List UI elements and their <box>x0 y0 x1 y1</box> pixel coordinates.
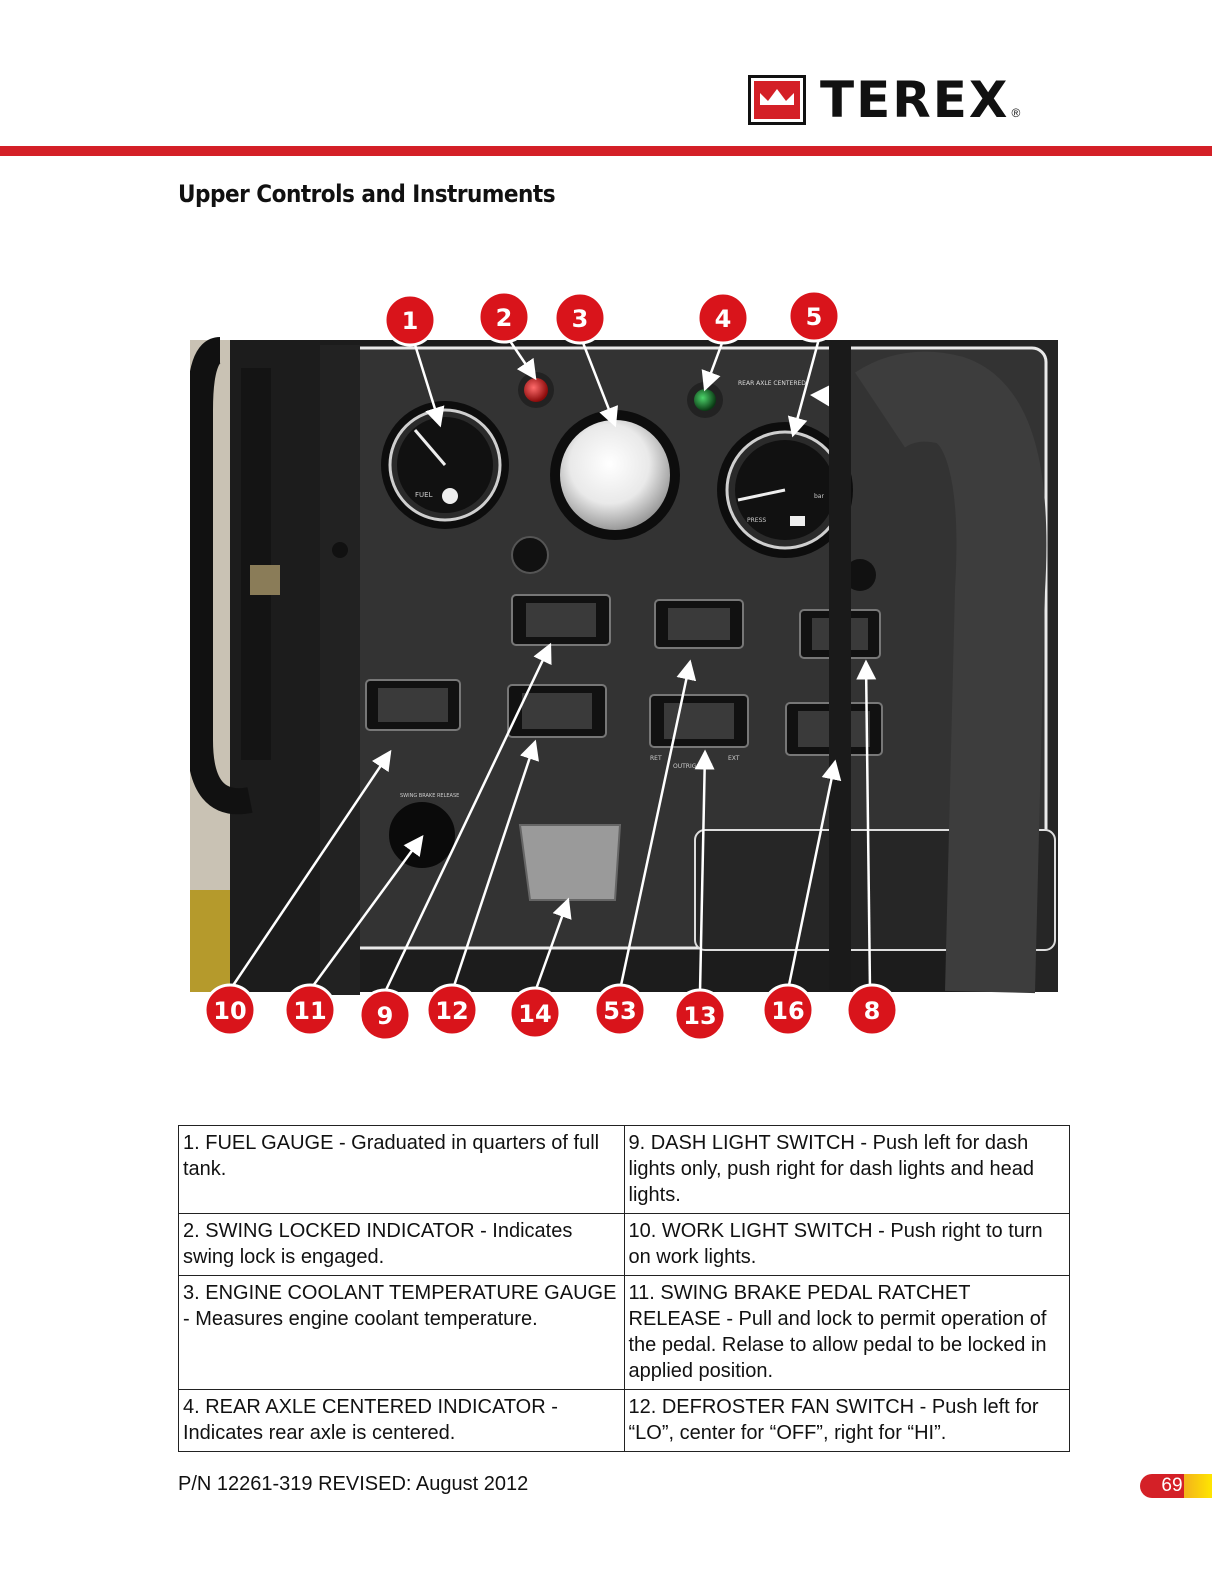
coolant-temperature-gauge-icon <box>550 410 680 540</box>
part-number-footer: P/N 12261-319 REVISED: August 2012 <box>178 1473 529 1495</box>
outriggers-label: OUTRIGGERS <box>673 763 713 770</box>
table-cell: 3. ENGINE COOLANT TEMPERATURE GAUGE - Measures engine coolant temperature. <box>179 1276 625 1390</box>
page-number: 69 <box>1161 1475 1183 1496</box>
table-cell: 11. SWING BRAKE PEDAL RATCHET RELEASE - Pull and lock to permit operation of the pedal. Relase to allow pedal to be locked in applied position. <box>624 1276 1070 1390</box>
callout-14: 14 <box>518 1000 552 1028</box>
callout-10: 10 <box>213 997 247 1025</box>
table-cell: 12. DEFROSTER FAN SWITCH - Push left for “LO”, center for “OFF”, right for “HI”. <box>624 1390 1070 1452</box>
callout-5: 5 <box>805 303 823 331</box>
callout-9: 9 <box>376 1002 394 1030</box>
pressure-label: PRESS <box>747 517 767 524</box>
controls-description-table <box>178 1125 1070 1452</box>
swing-brake-label: SWING BRAKE RELEASE <box>400 793 460 799</box>
crown-logo-icon <box>748 75 806 125</box>
table-cell: 9. DASH LIGHT SWITCH - Push left for dash lights only, push right for dash lights and head lights. <box>624 1126 1070 1214</box>
callout-3: 3 <box>571 305 589 333</box>
callout-16: 16 <box>771 997 805 1025</box>
callout-13: 13 <box>683 1002 717 1030</box>
callout-11: 11 <box>293 997 327 1025</box>
bar-label: bar <box>814 493 824 500</box>
fuel-gauge-icon <box>381 401 509 529</box>
fuel-label: FUEL <box>415 491 433 499</box>
table-cell: 1. FUEL GAUGE - Graduated in quarters of full tank. <box>179 1126 625 1214</box>
swing-locked-lamp-icon <box>524 378 548 402</box>
table-row <box>179 1390 1070 1452</box>
terex-logo <box>748 71 1021 129</box>
swing-brake-knob-icon <box>388 801 456 869</box>
page-number-tab <box>1140 1474 1212 1498</box>
rear-axle-lamp-icon <box>694 389 716 411</box>
brand-name: TEREX <box>820 71 1010 129</box>
latch-handle-icon <box>520 825 620 900</box>
table-row <box>179 1126 1070 1214</box>
callout-12: 12 <box>435 997 469 1025</box>
table-cell: 10. WORK LIGHT SWITCH - Push right to turn on work lights. <box>624 1214 1070 1276</box>
table-row <box>179 1276 1070 1390</box>
registered-mark: ® <box>1011 106 1021 120</box>
page-title: Upper Controls and Instruments <box>178 180 556 208</box>
callout-8: 8 <box>863 997 881 1025</box>
callout-1: 1 <box>401 307 419 335</box>
callout-53: 53 <box>603 997 637 1025</box>
table-cell: 4. REAR AXLE CENTERED INDICATOR - Indicates rear axle is centered. <box>179 1390 625 1452</box>
ext-label: EXT <box>728 755 740 762</box>
header-rule <box>0 146 1212 156</box>
table-cell: 2. SWING LOCKED INDICATOR - Indicates swing lock is engaged. <box>179 1214 625 1276</box>
ret-label: RET <box>650 755 662 762</box>
callout-4: 4 <box>714 305 732 333</box>
control-panel-photo <box>190 290 1058 1045</box>
rear-axle-label: REAR AXLE CENTERED <box>738 380 806 387</box>
table-row <box>179 1214 1070 1276</box>
callout-2: 2 <box>495 304 513 332</box>
